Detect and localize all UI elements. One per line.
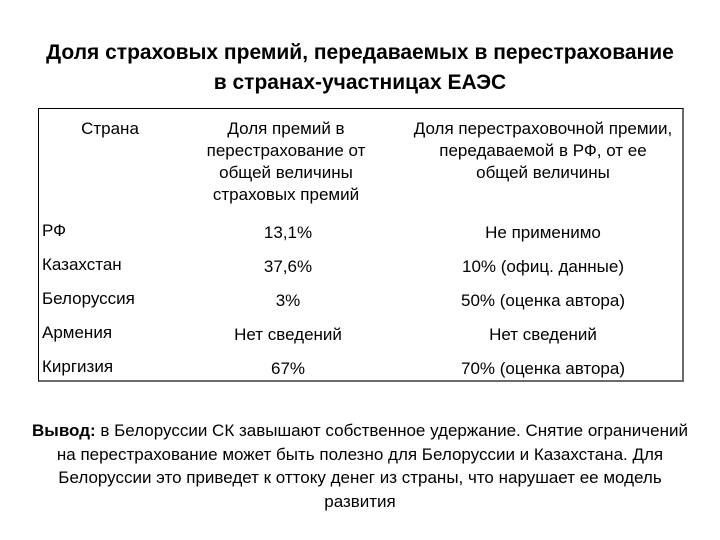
conclusion-label: Вывод: xyxy=(32,421,96,440)
header-rf-share: Доля перестраховочной премии, передаваемой в РФ, от ее общей величины xyxy=(413,119,673,182)
row-kyrgyzstan-premium-share: 67% xyxy=(270,359,306,378)
row-kazakhstan-country: Казахстан xyxy=(42,255,122,274)
header-premium-share: Доля премий в перестрахование от общей величины страховых премий xyxy=(206,119,366,204)
header-country: Страна xyxy=(81,119,139,138)
row-kazakhstan-rf-share: 10% (офиц. данные) xyxy=(461,257,624,276)
row-kazakhstan-premium-share: 37,6% xyxy=(263,257,313,276)
row-armenia-rf-share: Нет сведений xyxy=(489,325,597,344)
row-armenia-premium-share: Нет сведений xyxy=(234,325,342,344)
row-rf-premium-share: 13,1% xyxy=(263,223,313,242)
row-armenia-country: Армения xyxy=(42,323,113,342)
row-kyrgyzstan-country: Киргизия xyxy=(42,357,114,376)
row-belarus-rf-share: 50% (оценка автора) xyxy=(461,291,625,310)
row-belarus-premium-share: 3% xyxy=(275,291,301,310)
slide-title: Доля страховых премий, передаваемых в перестрахование в странах-участницах ЕАЭС xyxy=(46,41,674,94)
row-rf-country: РФ xyxy=(42,221,67,240)
row-belarus-country: Белоруссия xyxy=(42,289,135,308)
conclusion-text: в Белоруссии СК завышают собственное удержание. Снятие ограничений на перестрахование может быть полезно для Белоруссии и Казахстана. Для Белоруссии это приведет к оттоку денег из страны, что нарушает ее модель развития xyxy=(56,421,688,511)
conclusion-paragraph xyxy=(30,419,690,513)
row-kyrgyzstan-rf-share: 70% (оценка автора) xyxy=(461,359,625,378)
row-rf-rf-share: Не применимо xyxy=(485,223,601,242)
